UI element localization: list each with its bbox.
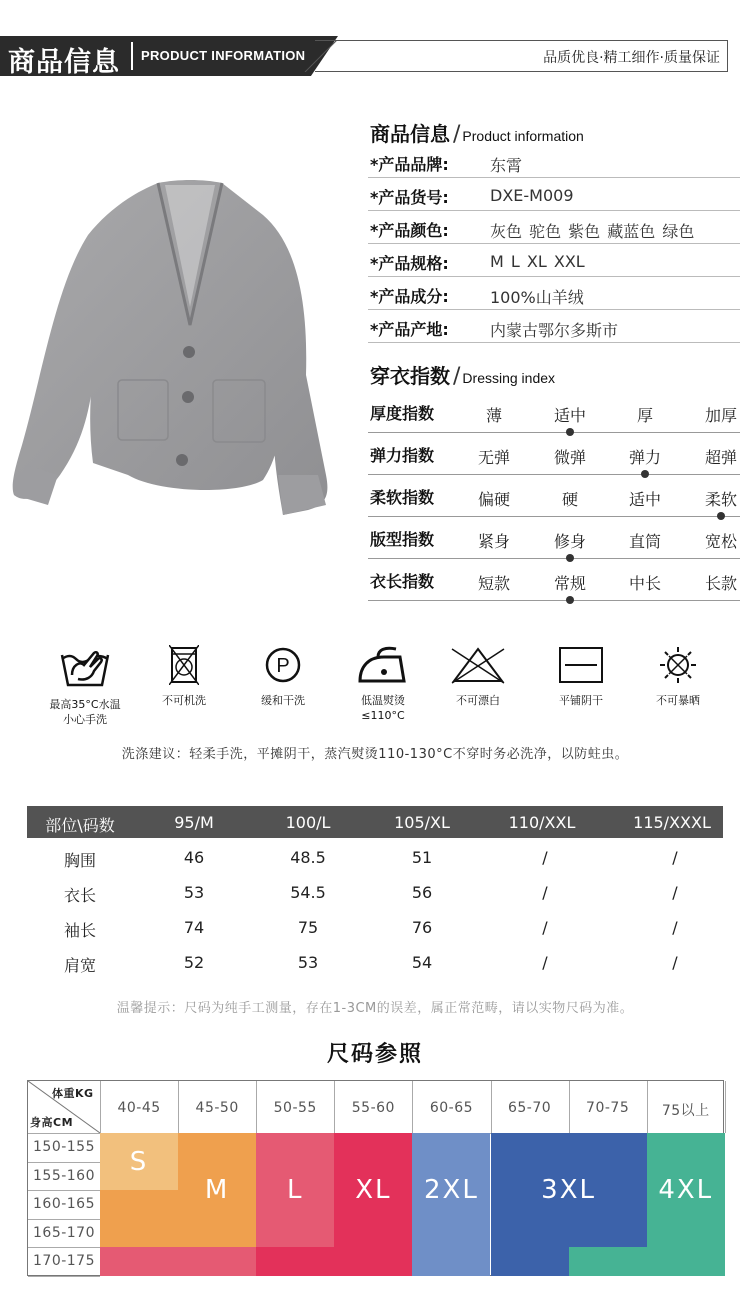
- info-row-brand: [368, 145, 740, 178]
- dressing-option: 加厚: [704, 406, 738, 425]
- grid-row-line: [28, 1162, 100, 1163]
- table-cell: /: [672, 953, 678, 972]
- size-reference-title: 尺码参照: [326, 1042, 423, 1067]
- table-cell: /: [542, 848, 548, 867]
- grid-row-line: [28, 1276, 100, 1277]
- corner-weight-label: 体重KG: [52, 1087, 94, 1100]
- care-item: [35, 645, 135, 727]
- care-item: [628, 645, 728, 708]
- dressing-option: 无弹: [477, 448, 511, 467]
- info-label: *产品货号:: [370, 188, 449, 207]
- dressing-selected-marker: [566, 596, 574, 604]
- size-label: XL: [355, 1175, 392, 1206]
- table-cell: 衣长: [63, 886, 97, 905]
- weight-range: 50-55: [273, 1100, 317, 1116]
- dressing-option: 短款: [477, 574, 511, 593]
- product-info-title-cn: 商品信息: [370, 122, 450, 146]
- grid-row-line: [28, 1219, 100, 1220]
- size-label: M: [204, 1175, 230, 1206]
- size-block-l-bottom: [100, 1247, 256, 1276]
- no-sun-dry-icon: [656, 645, 700, 685]
- info-label: *产品品牌:: [370, 155, 449, 174]
- dressing-row: [368, 517, 740, 559]
- size-label: 2XL: [424, 1175, 479, 1206]
- header-divider: [131, 42, 133, 70]
- title-slash: /: [453, 122, 461, 147]
- header-cell: 100/L: [285, 813, 331, 832]
- table-cell: 袖长: [63, 921, 97, 940]
- grid-row-line: [28, 1247, 100, 1248]
- dressing-option: 修身: [553, 532, 587, 551]
- dressing-option: 宽松: [704, 532, 738, 551]
- dressing-label: 版型指数: [370, 530, 435, 549]
- no-machine-wash-icon: [169, 645, 199, 685]
- hand-wash-icon: [58, 645, 112, 689]
- header-cell: 115/XXXL: [633, 813, 711, 832]
- size-block-4xl: [569, 1247, 647, 1276]
- table-row: [27, 841, 723, 876]
- info-label: *产品规格:: [370, 254, 449, 273]
- svg-text:P: P: [276, 655, 290, 677]
- dressing-option: 厚: [636, 406, 654, 425]
- dressing-option: 长款: [704, 574, 738, 593]
- grid-column-line: [725, 1081, 726, 1133]
- dressing-row: [368, 475, 740, 517]
- table-row: [27, 911, 723, 946]
- table-cell: 54.5: [290, 883, 326, 902]
- dressing-option: 直筒: [628, 532, 662, 551]
- info-value: 内蒙古鄂尔多斯市: [490, 321, 619, 340]
- dressing-row: [368, 391, 740, 433]
- header-cell: 部位\码数: [45, 816, 115, 835]
- size-label: 3XL: [541, 1175, 597, 1206]
- care-item: [428, 645, 528, 708]
- flat-dry-shade-icon: [557, 645, 605, 685]
- dressing-label: 柔软指数: [370, 488, 435, 507]
- table-cell: /: [542, 953, 548, 972]
- table-cell: /: [542, 883, 548, 902]
- table-cell: 74: [183, 918, 205, 937]
- table-cell: 54: [411, 953, 433, 972]
- dressing-option: 偏硬: [477, 490, 511, 509]
- weight-range: 60-65: [429, 1100, 474, 1116]
- size-reference-grid: [27, 1080, 724, 1276]
- care-label: 不可暴晒: [656, 694, 700, 707]
- care-label: 低温熨烫 ≤110°C: [361, 694, 405, 722]
- dressing-label: 厚度指数: [370, 404, 435, 423]
- dressing-option: 薄: [485, 406, 503, 425]
- header-cell: 95/M: [174, 813, 214, 832]
- measurement-tip: 温馨提示：尺码为纯手工测量，存在1-3CM的误差，属正常范畴，请以实物尺码为准。: [116, 1001, 634, 1016]
- care-label: 平铺阴干: [559, 694, 603, 707]
- weight-range: 75以上: [661, 1103, 710, 1119]
- dressing-option: 适中: [553, 406, 587, 425]
- weight-range: 70-75: [586, 1100, 630, 1116]
- care-item: [134, 645, 234, 708]
- info-label: *产品成分:: [370, 287, 449, 306]
- section-header: [0, 36, 750, 76]
- product-image-cardigan: [8, 175, 342, 535]
- dressing-option: 紧身: [477, 532, 511, 551]
- product-info-title-en: Product information: [462, 128, 584, 144]
- table-cell: /: [672, 848, 678, 867]
- care-item: [531, 645, 631, 708]
- table-cell: 肩宽: [63, 956, 97, 975]
- care-label: 不可机洗: [162, 694, 206, 707]
- header-slogan: 品质优良·精工细作·质量保证: [543, 50, 720, 66]
- dressing-label: 弹力指数: [370, 446, 435, 465]
- dressing-option: 超弹: [704, 448, 738, 467]
- header-subtitle: PRODUCT INFORMATION: [141, 48, 306, 63]
- care-label: 最高35°C水温 小心手洗: [49, 698, 121, 726]
- info-row-colors: [368, 211, 740, 244]
- height-range: 165-170: [33, 1224, 95, 1241]
- table-cell: 51: [411, 848, 433, 867]
- grid-row-line: [28, 1190, 100, 1191]
- wash-advice: 洗涤建议：轻柔手洗，平摊阴干，蒸汽熨烫110-130°C不穿时务必洗净，以防蛀虫。: [121, 747, 629, 762]
- size-label: S: [129, 1146, 149, 1177]
- info-value: DXE-M009: [490, 186, 574, 205]
- table-cell: 53: [183, 883, 205, 902]
- product-info-title: [370, 115, 584, 147]
- weight-range: 40-45: [117, 1100, 161, 1116]
- dressing-option: 微弹: [553, 448, 587, 467]
- info-value: 灰色 驼色 紫色 藏蓝色 绿色: [490, 222, 695, 241]
- care-item: [233, 645, 333, 708]
- table-row: [27, 876, 723, 911]
- no-bleach-icon: [450, 645, 506, 685]
- info-row-sku: [368, 178, 740, 211]
- height-range: 155-160: [33, 1167, 95, 1184]
- info-row-sizes: [368, 244, 740, 277]
- header-cell: 110/XXL: [508, 813, 576, 832]
- info-label: *产品产地:: [370, 320, 449, 339]
- height-range: 150-155: [33, 1139, 95, 1155]
- dressing-index-title: [370, 357, 555, 389]
- size-label: L: [286, 1175, 304, 1206]
- corner-height-label: 身高CM: [30, 1116, 74, 1129]
- dressing-row: [368, 433, 740, 475]
- info-label: *产品颜色:: [370, 221, 449, 240]
- table-cell: 48.5: [290, 848, 326, 867]
- weight-range: 65-70: [507, 1100, 552, 1116]
- low-iron-icon: [356, 645, 410, 685]
- dressing-option: 常规: [553, 574, 587, 593]
- table-cell: 56: [411, 883, 433, 902]
- table-cell: 76: [411, 918, 433, 937]
- table-cell: 胸围: [63, 851, 97, 870]
- table-cell: /: [672, 918, 678, 937]
- size-block-xl-bottom: [256, 1247, 412, 1276]
- title-slash: /: [453, 364, 461, 389]
- care-label: 不可漂白: [456, 694, 500, 707]
- table-row: [27, 946, 723, 981]
- dressing-row: [368, 559, 740, 601]
- dressing-option: 中长: [628, 574, 662, 593]
- care-item: [333, 645, 433, 723]
- table-cell: 46: [183, 848, 205, 867]
- height-range: 170-175: [33, 1253, 95, 1270]
- height-range: 160-165: [33, 1196, 95, 1213]
- dressing-option: 弹力: [628, 448, 662, 467]
- size-table-header: [27, 806, 723, 838]
- header-slant-line: [301, 40, 337, 72]
- info-value: 100%山羊绒: [490, 288, 584, 307]
- header-cell: 105/XL: [394, 813, 450, 832]
- dressing-label: 衣长指数: [370, 572, 435, 591]
- dressing-option: 柔软: [704, 490, 738, 509]
- dressing-option: 硬: [561, 490, 579, 509]
- info-value: 东霄: [490, 156, 523, 175]
- table-cell: 75: [297, 918, 319, 937]
- dressing-option: 适中: [628, 490, 662, 509]
- table-cell: /: [542, 918, 548, 937]
- table-cell: /: [672, 883, 678, 902]
- info-row-material: [368, 277, 740, 310]
- table-cell: 52: [183, 953, 205, 972]
- weight-range: 45-50: [195, 1100, 239, 1116]
- weight-range: 55-60: [351, 1100, 395, 1116]
- dressing-index-title-cn: 穿衣指数: [370, 364, 450, 388]
- dry-clean-icon: [263, 645, 303, 685]
- care-label: 缓和干洗: [261, 694, 305, 707]
- info-value: M L XL XXL: [490, 252, 585, 271]
- info-row-origin: [368, 310, 740, 343]
- table-cell: 53: [297, 953, 319, 972]
- dressing-index-title-en: Dressing index: [462, 370, 556, 386]
- header-title: 商品信息: [8, 47, 120, 78]
- size-label: 4XL: [658, 1175, 714, 1206]
